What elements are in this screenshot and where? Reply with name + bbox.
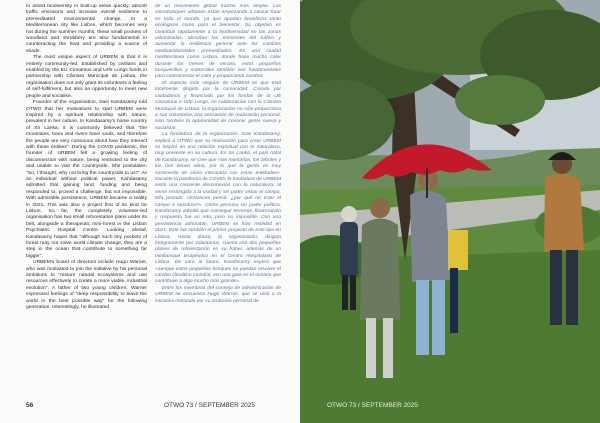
person-green-coat-head (370, 198, 390, 218)
magazine-folio-right: OTWO 73 / SEPTEMBER 2025 (327, 402, 419, 409)
spanish-paragraph: de un movimiento global mucho más amplio. Los microbosques urbanos están empezando a causar furor en todo el mundo, ya que aportan beneficios tanto ecológicos como para el bienestar. Su objetivo es contribuir rápidamente a la biodiversidad en las zonas urbanizadas, absorber las emisiones del tráfico y aumentar la resiliencia general ante los cambios medioambientales premeditados. En una ciudad mediterránea como Lisboa, donde hace mucho calor durante los meses de verano, estos pequeños bosquecillos y matorrales también son fundamentales para contrarrestar el calor y proporcionar sombra. (155, 4, 281, 80)
english-paragraph: to assist biodiversity in built-up areas quickly, absorb traffic emissions and increase overall resilience to premeditated environmental change. In a Mediterranean city like Lisbon, which becomes very hot during the summer months, these small pockets of woodland and shrubbery are also fundamental in counteracting the heat and providing a source of shade. (26, 4, 147, 54)
english-text-column (26, 4, 147, 396)
person-yellow-shirt-leg (450, 268, 458, 333)
pine-canopy (455, 75, 545, 125)
person-yellow-shirt (448, 230, 468, 270)
person-green-coat-leg (383, 318, 393, 378)
english-paragraph: URBEM's board of directors include Hugo Warner, who was motivated to join the initiative by his personal ambitions to "restore natural ecosystems and use resources effectively to create a more viable, industrial evolution". A father of two young children, Warner expressed feelings of "deep responsibility to leave the world in the best possible way" for the following generation. Interestingly, he illustrated (26, 260, 147, 311)
volunteers-photo (300, 0, 600, 423)
spanish-paragraph: La fundadora de la organización, Sasi Kandasamy, explicó a OTWO que su motivación para crear URBEM se inspiró en una relación espiritual con la naturaleza, muy presente en su cultura. En Sri Lanka, el país natal de Kandasamy, se cree que «las montañas, los árboles y los ríos tienen alma, por lo que la gente es muy consciente de cómo interactúa con estas entidades». Durante la pandemia de COVID, la fundadora de URBEM sintió una creciente desconexión con la naturaleza, al verse restringida a la ciudad y sin poder visitar el campo. Ella postula: «Entonces pensé, ¿por qué no traer el campo a nosotros?». Como persona sin poder político, Kandasamy admitió que conseguir terrenos, financiación y respuesta fue un reto, pero no imposible. Con una persistencia admirable, URBEM se hizo realidad en 2021. Este fue también el primer proyecto de este tipo en Lisboa. Hasta ahora, la organización, dirigida íntegramente por voluntarios, cuenta con dos pequeños planes de reforestación en su haber, además de un minibosque terapéutico en el Centro Hospitalario de Lisboa. De cara al futuro, Kandasamy espera que «aunque estos pequeños bosques no puedan resolver el cambio climático mundial, son una gota en el océano que contribuye a algo mucho más grande». (155, 132, 281, 285)
person-grey-jacket-leg (432, 280, 445, 355)
english-paragraph: The most unique aspect of URBEM is that it is entirely community-led. Established by civilians and enabled by the EU Cinnamus and Urfe Lungs funds in partnership with Câmara Municipal de Lisboa, the organisation does not only grant its volunteers a feeling of self-fulfilment, but also an opportunity to meet new people and socialise. (26, 55, 147, 99)
spanish-text-column (155, 4, 281, 396)
person-cap-leg (550, 250, 562, 325)
person-grey-jacket-body (410, 191, 450, 282)
person-grey-hair-body (340, 222, 358, 277)
person-cap-body (544, 173, 584, 252)
person-cap-leg (566, 250, 578, 325)
spanish-paragraph: Entre los miembros del consejo de administración de URBEM se encuentra Hugo Warner, que se unió a la iniciativa motivado por su ambición personal de (155, 285, 281, 304)
person-grey-hair-head (341, 206, 357, 222)
person-grey-jacket-leg (416, 280, 429, 355)
person-grey-hair-leg (342, 275, 348, 310)
person-green-coat-leg (366, 318, 376, 378)
person-green-coat-body (360, 219, 400, 321)
spanish-paragraph: El aspecto más singular de URBEM es que está totalmente dirigido por la comunidad. Creado por ciudadanos y financiado por los fondos de la UE Cinnamus e Urfe Lungs, en colaboración con la Câmara Municipal de Lisboa, la organización no sólo proporciona a sus voluntarios una sensación de realización personal, sino también la oportunidad de conocer gente nueva y socializar. (155, 80, 281, 131)
photo-page (300, 0, 600, 423)
page-number: 56 (26, 402, 34, 409)
english-paragraph: Founder of the organisation, Sasi Kandasamy told OTWO that her motivations to start URBEM were inspired by a spiritual relationship with nature, prevalent in her culture. In Kandasamy's home country of Sri Lanka, it is commonly believed that "the mountains, trees and rivers have souls, and therefore the people are very conscious about how they interact with these entities". During the COVID pandemic, the founder of URBEM felt a growing feeling of disconnection with nature, being restricted to the city and unable to visit the countryside. She postulates: "So, I thought, why not bring the countryside to us?" As an individual without political power, Kandasamy admitted that gaining land, funding and being responded to, proved a challenge, but not impossible. With admirable persistence, URBEM became a reality in 2021. This was also a project first of its kind for Lisbon. So far, the completely volunteer-led organisation has two small reforestation plans under its belt, alongside a therapeutic mini-forest in the Lisbon Psychiatric Hospital Centre. Looking ahead, Kandasamy hopes that "although such tiny pockets of forest may not solve world climate change, they are a step in the ocean that contribute to something far bigger". (26, 100, 147, 259)
red-umbrella-handle (426, 168, 428, 198)
person-grey-hair-leg (350, 275, 356, 310)
magazine-folio: OTWO 73 / SEPTEMBER 2025 (164, 402, 256, 409)
